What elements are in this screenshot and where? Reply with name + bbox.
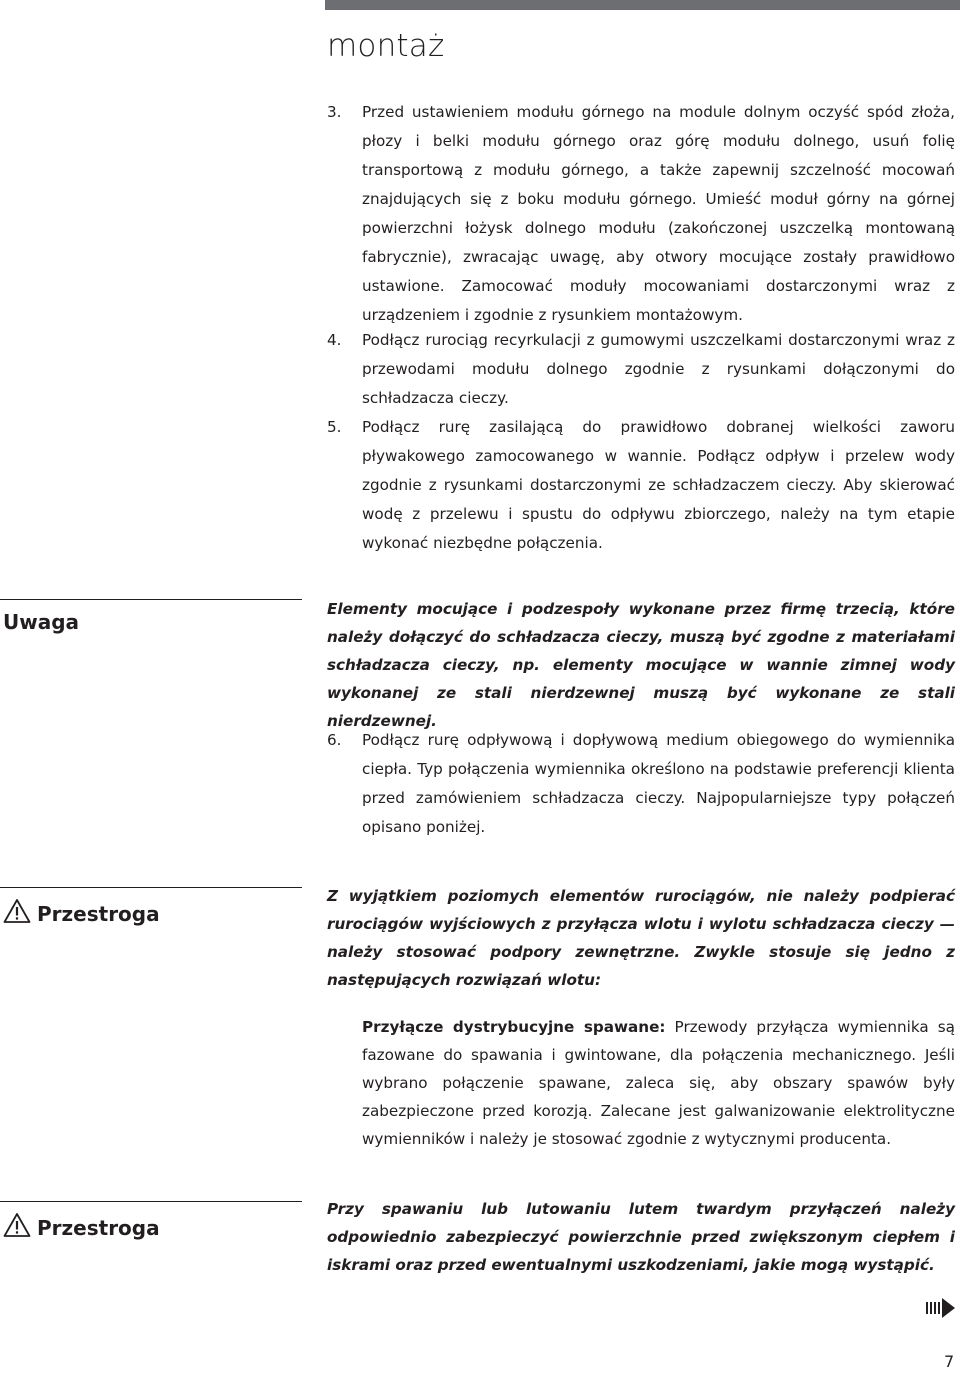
welded-connection-paragraph (362, 1013, 955, 1153)
step-text: Podłącz rurociąg recyrkulacji z gumowymi uszczelkami dostarczonymi wraz z przewodami modułu dolnego zgodnie z rysunkami dołączonymi do schładzacza cieczy. (362, 331, 955, 407)
welded-connection-term: Przyłącze dystrybucyjne spawane: (362, 1018, 666, 1036)
note-label: Przestroga (37, 902, 160, 926)
step-5 (327, 413, 955, 558)
step-number: 6. (327, 731, 342, 749)
step-text: Przed ustawieniem modułu górnego na module dolnym oczyść spód złoża, płozy i belki modułu górnego oraz górę modułu dolnego, usuń folię transportową z modułu górnego, a także zapewnij szczelność mocowań znajdujących się z boku modułu górnego. Umieść moduł górny na górnej powierzchni łożysk dolnego modułu (zakończonej uszczelką montowaną fabrycznie), zwracając uwagę, aby otwory mocujące zostały prawidłowo ustawione. Zamocować moduły mocowaniami dostarczonymi wraz z urządzeniem i zgodnie z rysunkiem montażowym. (362, 103, 955, 324)
step-number: 3. (327, 103, 342, 121)
arrow-right-icon (926, 1297, 956, 1319)
step-number: 5. (327, 418, 342, 436)
page-number: 7 (944, 1352, 955, 1371)
step-number: 4. (327, 331, 342, 349)
note-heading-uwaga (0, 599, 302, 634)
note-label: Przestroga (37, 1216, 160, 1240)
step-text: Podłącz rurę odpływową i dopływową medium obiegowego do wymiennika ciepła. Typ połączenia wymiennika określono na podstawie preferencji klienta przed zamówieniem schładzacza cieczy. Najpopularniejsze typy połączeń opisano poniżej. (362, 731, 955, 836)
warning-triangle-icon (3, 898, 31, 924)
warning-triangle-icon (3, 1212, 31, 1238)
note-label: Uwaga (3, 610, 80, 634)
note-text-przestroga-welding: Przy spawaniu lub lutowaniu lutem twardym przyłączeń należy odpowiednio zabezpieczyć powierzchnie przed zwiększonym ciepłem i iskrami oraz przed ewentualnymi uszkodzeniami, jakie mogą wystąpić. (327, 1200, 955, 1274)
step-3 (327, 98, 955, 330)
page-title: montaż (327, 28, 445, 64)
note-heading-przestroga (0, 887, 302, 926)
note-heading-przestroga (0, 1201, 302, 1240)
welded-connection-text: Przewody przyłącza wymiennika są fazowane do spawania i gwintowane, dla połączenia mechanicznego. Jeśli wybrano połączenie spawane, zaleca się, aby obszary spawów były zabezpieczone przed korozją. Zalecane jest galwanizowanie elektrolityczne wymienników i należy je stosować zgodnie z wytycznymi producenta. (362, 1018, 955, 1148)
note-text-uwaga: Elementy mocujące i podzespoły wykonane przez firmę trzecią, które należy dołączyć do schładzacza cieczy, muszą być zgodne z materiałami schładzacza cieczy, np. elementy mocujące w wannie zimnej wody wykonanej ze stali nierdzewnej muszą być wykonane ze stali nierdzewnej. (327, 600, 955, 730)
step-text: Podłącz rurę zasilającą do prawidłowo dobranej wielkości zaworu pływakowego zamocowanego w wannie. Podłącz odpływ i przelew wody zgodnie z rysunkami dostarczonymi ze schładzaczem cieczy. Aby skierować wodę z przelewu i spustu do odpływu zbiorczego, należy na tym etapie wykonać niezbędne połączenia. (362, 418, 955, 552)
step-6 (327, 726, 955, 842)
top-bar (325, 0, 960, 10)
step-4 (327, 326, 955, 413)
note-text-przestroga-supports: Z wyjątkiem poziomych elementów rurociągów, nie należy podpierać rurociągów wyjściowych z przyłącza wlotu i wylotu schładzacza cieczy — należy stosować podpory zewnętrzne. Zwykle stosuje się jedno z następujących rozwiązań wlotu: (327, 887, 955, 989)
